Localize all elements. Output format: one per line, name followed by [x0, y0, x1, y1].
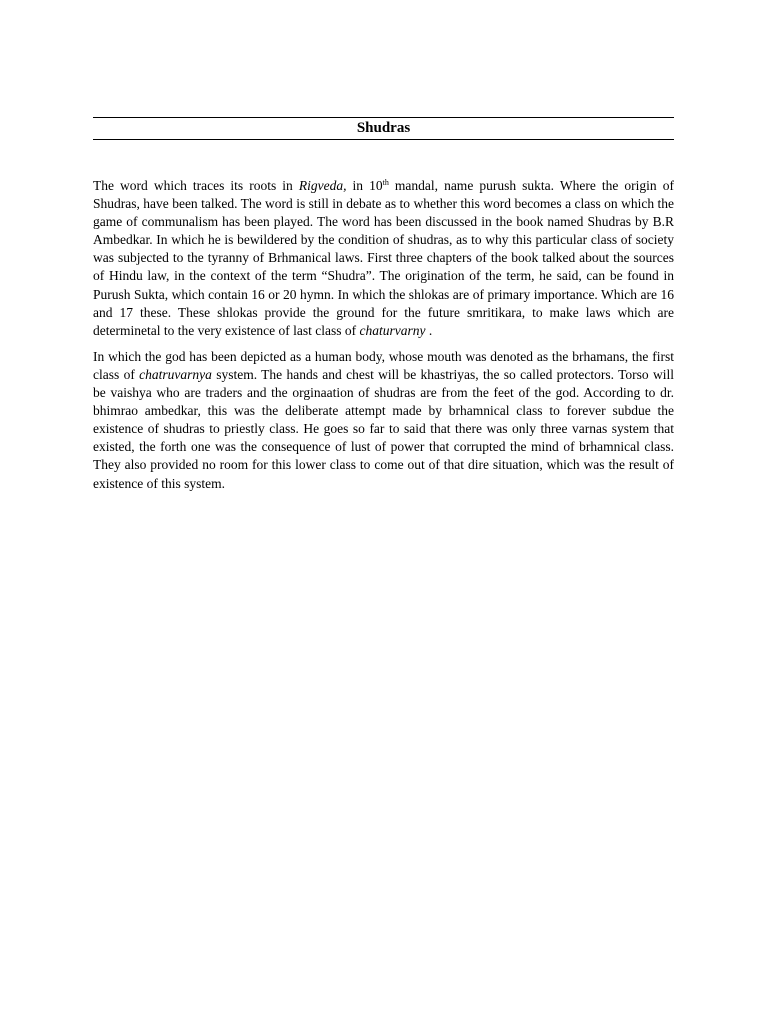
paragraph-1-text-b: in 10: [346, 178, 383, 193]
paragraph-2-text-b: system. The hands and chest will be khastriyas, the so called protectors. Torso will be vaishya who are traders and the orginaation of shudras are from the feet of the god. According to dr. bhimrao ambedkar, this was the deliberate attempt made by brhamnical class to forever subdue the existence of shudras to priestly class. He goes so far to said that there was only three varnas system that existed, the forth one was the consequence of lust of power that corrupted the mind of brhamnical class. They also provided no room for this lower class to come out of that dire situation, which was the result of existence of this system.: [93, 366, 674, 491]
document-page: [93, 117, 674, 501]
rigveda-term: Rigveda,: [298, 178, 347, 193]
page-title: Shudras: [356, 120, 411, 136]
ordinal-superscript: th: [382, 178, 389, 187]
paragraph-2-text-a: In which the god has been depicted as a human body, whose mouth was denoted as the brhamans, the first class of: [93, 348, 674, 382]
paragraph-1-text-c: mandal, name purush sukta. Where the origin of Shudras, have been talked. The word is still in debate as to whether this word becomes a class on which the game of communalism has been played. The word has been discussed in the book named Shudras by B.R Ambedkar. In which he is bewildered by the condition of shudras, as to why this particular class of society was subjected to the tyranny of Brhmanical laws. First three chapters of the book talked about the sources of Hindu law, in the context of the term “Shudra”. The origination of the term, he said, can be found in Purush Sukta, which contain 16 or 20 hymn. In which the shlokas are of primary importance. Which are 16 and 17 these. These shlokas provide the ground for the future smritikara, to make laws which are determinetal to the very existence of last class of: [93, 178, 674, 338]
paragraph-1-text-a: The word which traces its roots in: [93, 178, 299, 193]
title-block: [93, 117, 674, 140]
chaturvarny-term: chaturvarny: [359, 322, 426, 338]
document-body: [93, 177, 674, 493]
paragraph-1: [93, 177, 674, 340]
paragraph-2: [93, 348, 674, 493]
chatruvarnya-term: chatruvarnya: [139, 366, 212, 382]
paragraph-1-text-d: .: [425, 322, 433, 338]
